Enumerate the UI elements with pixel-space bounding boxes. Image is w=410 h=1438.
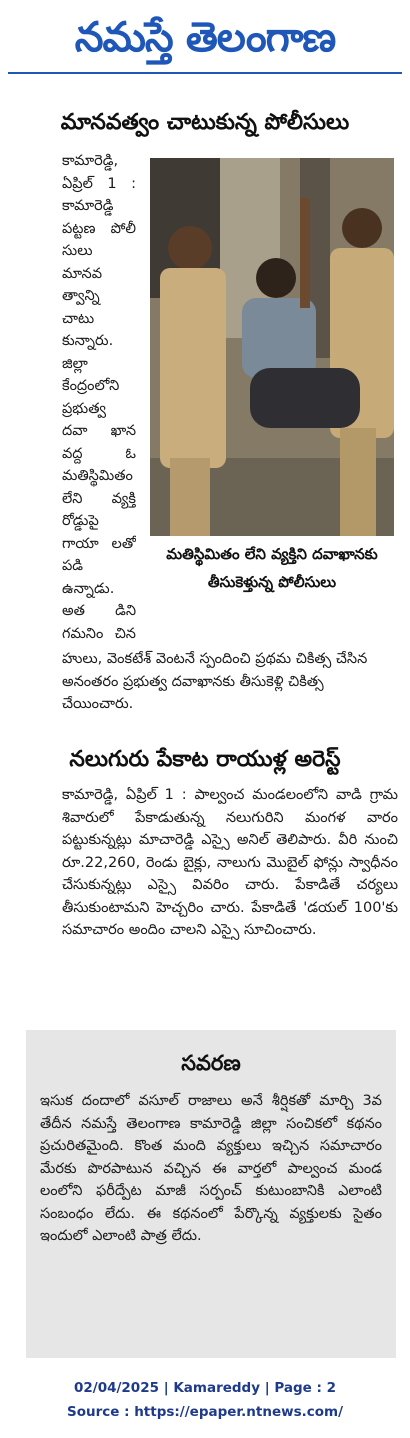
clarification-body bbox=[40, 1090, 382, 1350]
masthead-rule bbox=[8, 72, 402, 74]
clarification-title: సవరణ bbox=[181, 1051, 241, 1075]
story1-column-text bbox=[62, 150, 136, 645]
clarification-paragraph: ఇసుక దందాలో వసూల్ రాజాలు అనే శీర్షికతో మార్చి 3వ తేదీన నమస్తే తెలంగాణ కామారెడ్డి జిల్లా సంచికలో కథనం ప్రచురితమైంది. కొంత మంది వ్యక్తులు ఇచ్చిన సమాచారం మేరకు పొరపాటున వచ్చిన ఈ వార్తలో పాల్వంచ మండ లంలోని ఫరీద్పేట మాజీ సర్పంచ్ కుటుంబానికి ఎలాంటి సంబంధం లేదు. ఈ కథనంలో పేర్కొన్న వ్యక్తులకు సైతం ఇందులో ఎలాంటి పాత్ర లేదు. bbox=[40, 1093, 382, 1244]
story1-headline: మానవత్వం చాటుకున్న పోలీసులు bbox=[60, 110, 350, 135]
caption-line-1: మతిస్థిమితం లేని వ్యక్తిని దవాఖానకు bbox=[166, 545, 378, 563]
story1-continued-text bbox=[62, 648, 398, 728]
story2-body bbox=[62, 784, 398, 964]
story1-wide-paragraph: హులు, వెంకటేశ్ వెంటనే స్పందించి ప్రథమ చికిత్స చేసిన అనంతరం ప్రభుత్వ దవాఖానకు తీసుకెళ్లి చికిత్స చేయించారు. bbox=[62, 651, 368, 712]
story1-photo bbox=[150, 158, 394, 536]
story2-headline: నలుగురు పేకాట రాయుళ్ల అరెస్ట్ bbox=[69, 747, 341, 772]
newspaper-masthead: నమస్తే తెలంగాణ bbox=[74, 13, 336, 61]
footer-source: Source : https://epaper.ntnews.com/ bbox=[66, 1404, 344, 1420]
photo-caption bbox=[150, 540, 394, 606]
police-helping-man-image bbox=[150, 158, 394, 536]
caption-line-2: తీసుకెళ్తున్న పోలీసులు bbox=[207, 573, 337, 591]
footer-date-edition: 02/04/2025 | Kamareddy | Page : 2 bbox=[73, 1380, 336, 1396]
story1-column-paragraph: కామారెడ్డి, ఏప్రిల్ 1 : కామారెడ్డి పట్టణ పోలీ సులు మానవ త్వాన్ని చాటు కున్నారు. జిల్లా కేంద్రంలోని ప్రభుత్వ దవా ఖాన వద్ద ఓ మతిస్థిమితం లేని వ్యక్తి రోడ్డుపై గాయా లతో పడి ఉన్నాడు. అత డిని గమనిం చిన bbox=[62, 153, 136, 642]
clarification-box bbox=[26, 1030, 396, 1358]
story2-paragraph: కామారెడ్డి, ఏప్రిల్ 1 : పాల్వంచ మండలంలోని వాడి గ్రామ శివారులో పేకాడుతున్న నలుగురిని మంగళ వారం పట్టుకున్నట్లు మాచారెడ్డి ఎస్సై అనిల్ తెలిపారు. వీరి నుంచి రూ.22,260, రెండు బైక్లు, నాలుగు మొబైల్ ఫోన్లు స్వాధీనం చేసుకున్నట్లు ఎస్సై వివరిం చారు. పేకాడితే చర్యలు తీసుకుంటామని హెచ్చరిం చారు. పేకాడితే 'డయల్ 100'కు సమాచారం అందిం చాలని ఎస్సై సూచించారు. bbox=[62, 787, 398, 938]
